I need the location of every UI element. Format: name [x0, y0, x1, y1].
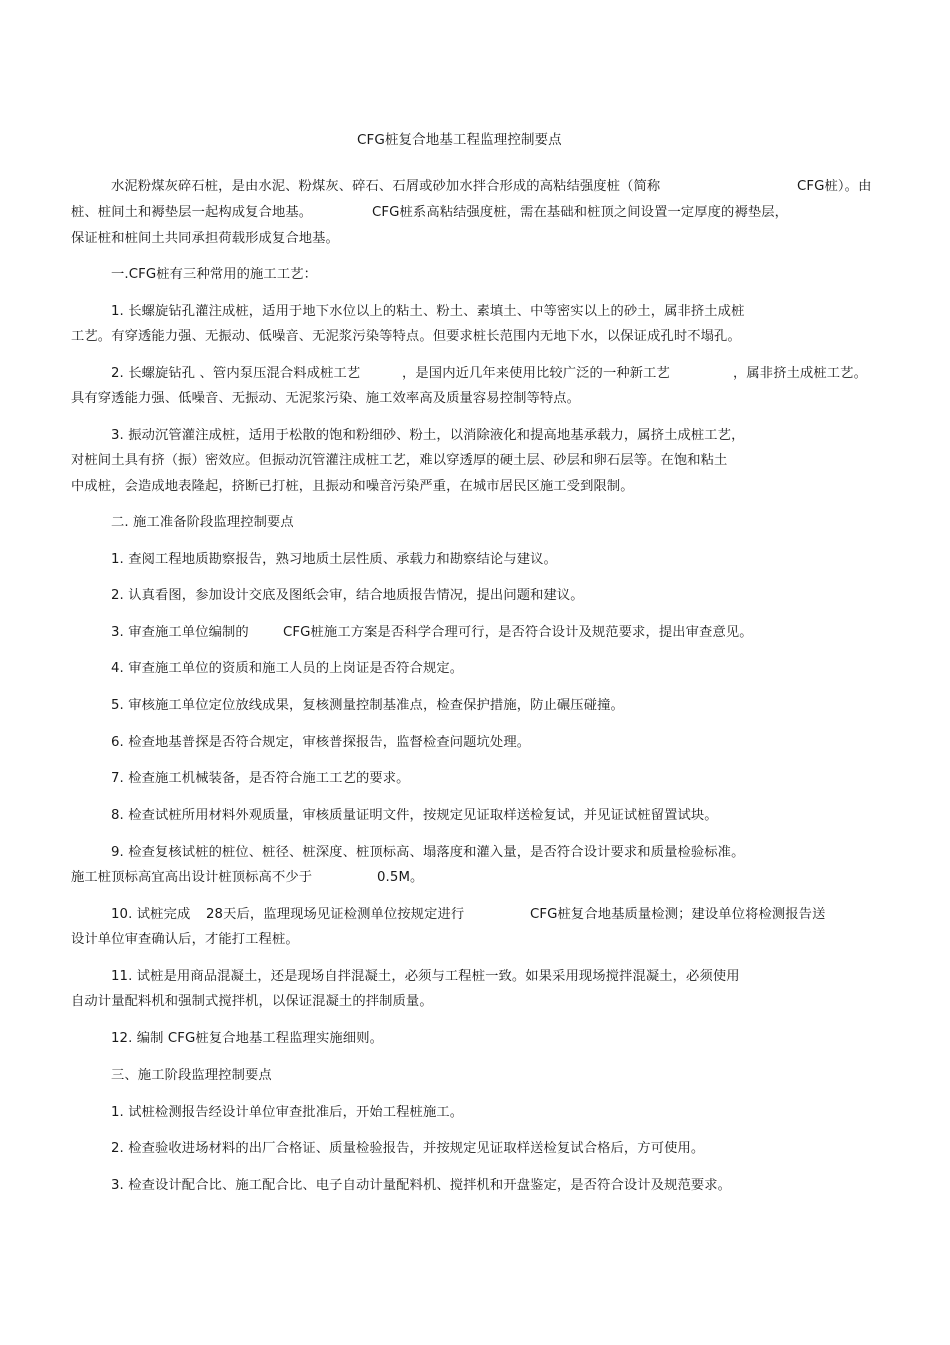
section2-item12: 12. 编制 CFG桩复合地基工程监理实施细则。 — [111, 1031, 383, 1046]
section1-item2-line2: 具有穿透能力强、低噪音、无振动、无泥浆污染、施工效率高及质量容易控制等特点。 — [71, 391, 581, 406]
section2-item3a: 3. 审查施工单位编制的 — [111, 625, 249, 640]
section2-item5: 5. 审核施工单位定位放线成果，复核测量控制基准点，检查保护措施，防止碾压碰撞。 — [111, 698, 624, 713]
section2-item10-line2: 设计单位审查确认后，才能打工程桩。 — [71, 932, 299, 947]
section1-item2-line1a: 2. 长螺旋钻孔 、管内泵压混合料成桩工艺 — [111, 366, 361, 381]
section2-item9-line2b: 0.5M。 — [377, 870, 424, 885]
section2-item6: 6. 检查地基普探是否符合规定，审核普探报告，监督检查问题坑处理。 — [111, 735, 531, 750]
section2-item3b: CFG桩施工方案是否科学合理可行，是否符合设计及规范要求，提出审查意见。 — [283, 625, 753, 640]
section2-item10-line1a: 10. 试桩完成 — [111, 907, 191, 922]
section1-item2-line1c: ，属非挤土成桩工艺。 — [733, 366, 867, 381]
section2-item11-line1: 11. 试桩是用商品混凝土，还是现场自拌混凝土，必须与工程桩一致。如果采用现场搅拌混凝土，必须使用 — [111, 969, 740, 984]
section2-item1: 1. 查阅工程地质勘察报告，熟习地质土层性质、承载力和勘察结论与建议。 — [111, 552, 557, 567]
section1-item1-line2: 工艺。有穿透能力强、无振动、低噪音、无泥浆污染等特点。但要求桩长范围内无地下水，以保证成孔时不塌孔。 — [71, 329, 741, 344]
section1-item2-line1b: ，是国内近几年来使用比较广泛的一种新工艺 — [402, 366, 670, 381]
section2-item4: 4. 审查施工单位的资质和施工人员的上岗证是否符合规定。 — [111, 661, 464, 676]
intro-line-1b: CFG桩）。由 — [797, 179, 872, 194]
section2-item9-line2a: 施工桩顶标高宜高出设计桩顶标高不少于 — [71, 870, 313, 885]
section3-heading: 三、施工阶段监理控制要点 — [111, 1068, 272, 1083]
section1-item3-line1: 3. 振动沉管灌注成桩，适用于松散的饱和粉细砂、粉土，以消除液化和提高地基承载力，属挤土成桩工艺， — [111, 428, 745, 443]
section2-heading: 二. 施工准备阶段监理控制要点 — [111, 515, 294, 530]
intro-line-2a: 桩、桩间土和褥垫层一起构成复合地基。 — [71, 205, 313, 220]
section2-item9-line1: 9. 检查复核试桩的桩位、桩径、桩深度、桩顶标高、塌落度和灌入量，是否符合设计要求和质量检验标准。 — [111, 845, 745, 860]
section1-item3-line2: 对桩间土具有挤（振）密效应。但振动沉管灌注成桩工艺，难以穿透厚的硬土层、砂层和卵石层等。在饱和粘土 — [71, 453, 728, 468]
section2-item8: 8. 检查试桩所用材料外观质量，审核质量证明文件，按规定见证取样送检复试，并见证试桩留置试块。 — [111, 808, 718, 823]
section3-item3: 3. 检查设计配合比、施工配合比、电子自动计量配料机、搅拌机和开盘鉴定，是否符合设计及规范要求。 — [111, 1178, 732, 1193]
intro-line-1a: 水泥粉煤灰碎石桩，是由水泥、粉煤灰、碎石、石屑或砂加水拌合形成的高粘结强度桩（简称 — [111, 179, 661, 194]
document-title: CFG桩复合地基工程监理控制要点 — [357, 132, 562, 148]
section2-item10-line1c: CFG桩复合地基质量检测；建设单位将检测报告送 — [530, 907, 826, 922]
section2-item11-line2: 自动计量配料机和强制式搅拌机，以保证混凝土的拌制质量。 — [71, 994, 433, 1009]
section3-item1: 1. 试桩检测报告经设计单位审查批准后，开始工程桩施工。 — [111, 1105, 464, 1120]
section3-item2: 2. 检查验收进场材料的出厂合格证、质量检验报告，并按规定见证取样送检复试合格后，方可使用。 — [111, 1141, 705, 1156]
section2-item10-line1b: 28天后，监理现场见证检测单位按规定进行 — [206, 907, 465, 922]
intro-line-3: 保证桩和桩间土共同承担荷载形成复合地基。 — [71, 231, 339, 246]
section2-item7: 7. 检查施工机械装备，是否符合施工工艺的要求。 — [111, 771, 410, 786]
section1-item3-line3: 中成桩，会造成地表隆起，挤断已打桩，且振动和噪音污染严重，在城市居民区施工受到限制。 — [71, 479, 634, 494]
intro-line-2b: CFG桩系高粘结强度桩，需在基础和桩顶之间设置一定厚度的褥垫层， — [372, 205, 789, 220]
section2-item2: 2. 认真看图，参加设计交底及图纸会审，结合地质报告情况，提出问题和建议。 — [111, 588, 584, 603]
section1-heading: 一.CFG桩有三种常用的施工工艺： — [111, 267, 318, 282]
section1-item1-line1: 1. 长螺旋钻孔灌注成桩，适用于地下水位以上的粘土、粉土、素填土、中等密实以上的砂土，属非挤土成桩 — [111, 304, 745, 319]
